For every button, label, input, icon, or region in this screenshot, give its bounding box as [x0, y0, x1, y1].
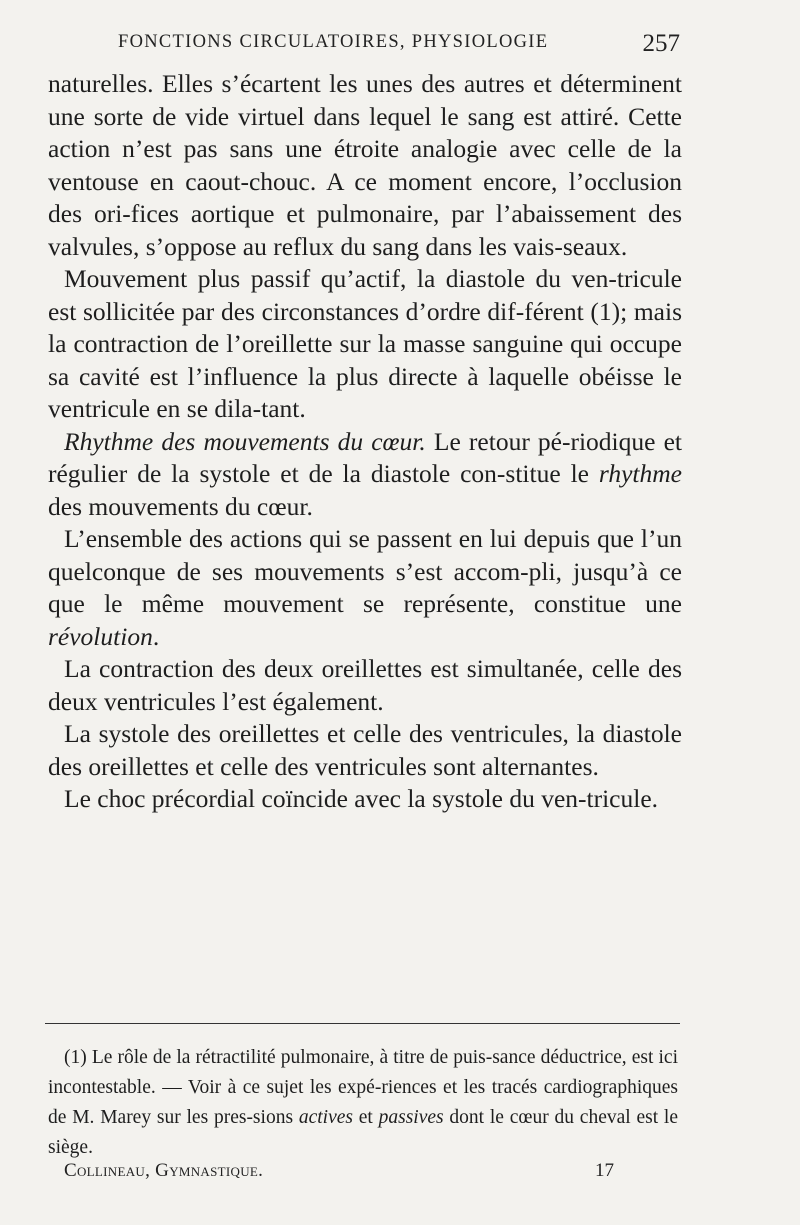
footnote-text-mid: et: [352, 1107, 379, 1128]
signature-line: [64, 1160, 614, 1190]
paragraph-continuation: naturelles. Elles s’écartent les unes des autres et déterminent une sorte de vide virtuel dans lequel le sang est attiré. Cette action n’est pas sans une étroite analogie avec celle de la ventouse en caout-chouc. A ce moment encore, l’occlusion des ori-fices aortique et pulmonaire, par l’abaissement des valvules, s’oppose au reflux du sang dans les vais-seaux.: [48, 69, 682, 261]
rhythme-emphasis: rhythme: [598, 459, 682, 488]
signature-number: 17: [595, 1160, 614, 1181]
revolution-text-before: L’ensemble des actions qui se passent en lui depuis que l’un quelconque de ses mouvements s’est accom-pli, jusqu’à ce que le même mouvement se représente, constitue une: [48, 524, 682, 618]
paragraph-diastole: Mouvement plus passif qu’actif, la diastole du ven-tricule est sollicitée par des circonstances d’ordre dif-férent (1); mais la contraction de l’oreillette sur la masse sanguine qui occupe sa cavité est l’influence la plus directe à laquelle obéisse le ventricule en se dila-tant.: [48, 264, 682, 423]
rhythme-text-before: Le retour pé-riodique et régulier de la systole et de la diastole con-stitue le: [48, 426, 682, 488]
page-number: 257: [642, 30, 680, 57]
footnote-text: [48, 1043, 678, 1163]
running-title: FONCTIONS CIRCULATOIRES, PHYSIOLOGIE: [118, 32, 549, 52]
footnote-text-after: dont le cœur du cheval est le siège.: [48, 1107, 678, 1158]
footnote-emphasis-actives: actives: [298, 1107, 353, 1128]
section-heading-rhythme: Rhythme des mouvements du cœur.: [64, 426, 426, 456]
revolution-emphasis: révolution: [48, 621, 153, 651]
footnote: [48, 1043, 678, 1163]
paragraph-systole: La systole des oreillettes et celle des ventricules, la diastole des oreillettes et celle des ventricules sont alternantes.: [48, 719, 682, 781]
footnote-text-before: (1) Le rôle de la rétractilité pulmonaire, à titre de puis-sance déductrice, est ici incontestable. — Voir à ce sujet les expé-riences et les tracés cardiographiques de M. Marey sur les pres-sions: [48, 1047, 678, 1128]
revolution-text-after: .: [152, 621, 160, 651]
paragraph-contraction: La contraction des deux oreillettes est simultanée, celle des deux ventricules l’est également.: [48, 654, 682, 716]
rhythme-text-after: des mouvements du cœur.: [48, 491, 313, 521]
footnote-rule: [45, 1023, 680, 1024]
signature-title: Collineau, Gymnastique.: [64, 1160, 264, 1181]
paragraph-revolution: [48, 523, 682, 653]
paragraph-choc: Le choc précordial coïncide avec la systole du ven-tricule.: [64, 784, 659, 813]
footnote-emphasis-passives: passives: [378, 1107, 444, 1128]
running-head: [118, 30, 680, 60]
body-text: [48, 68, 682, 816]
paragraph-rhythme: [48, 426, 682, 524]
